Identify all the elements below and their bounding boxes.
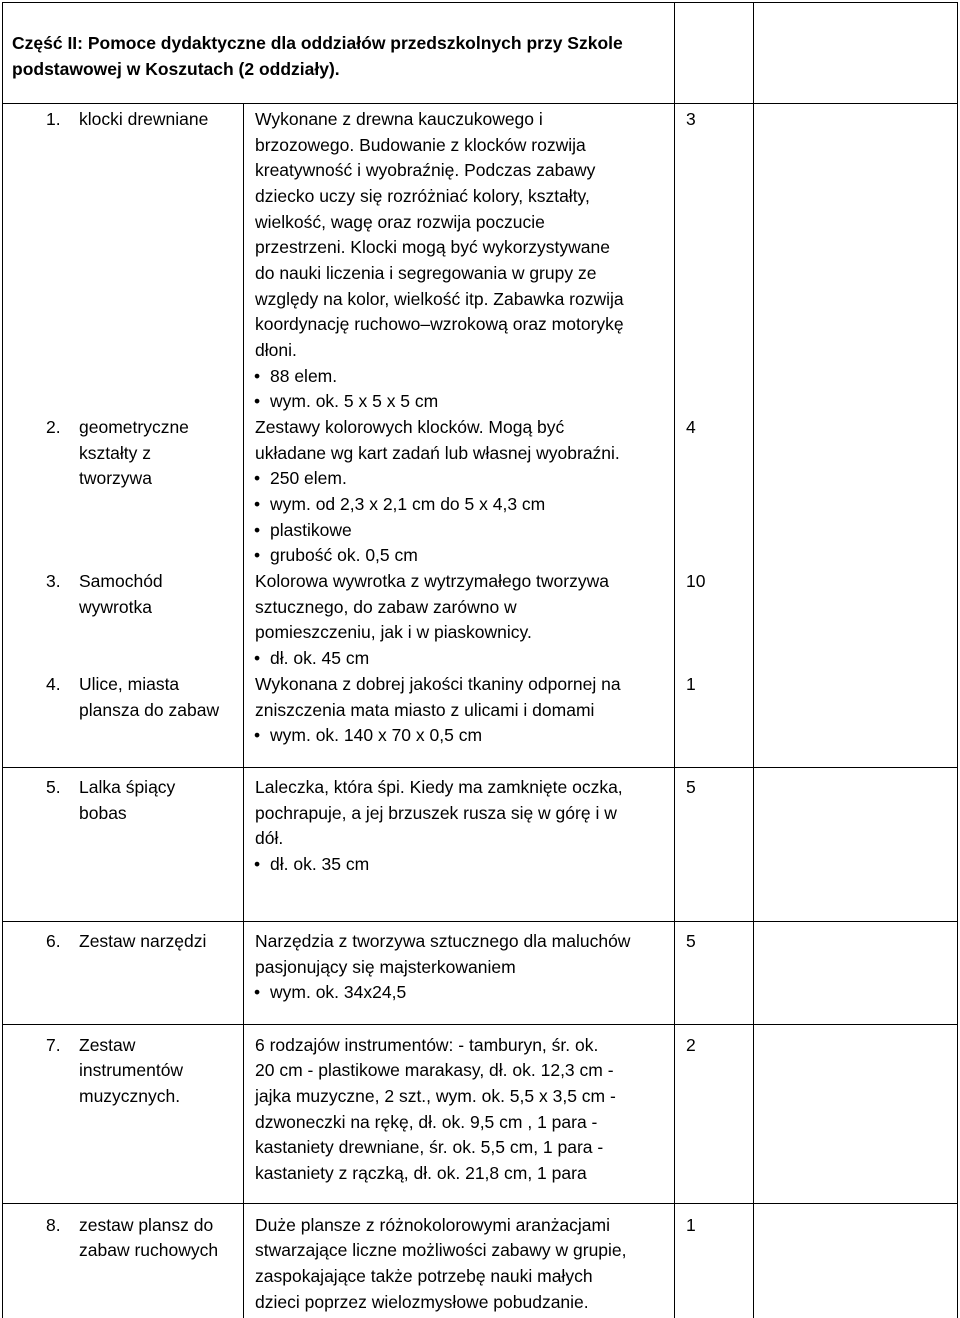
item-number: 8. — [46, 1215, 61, 1235]
item-description: zaspokajające także potrzebę nauki małych — [255, 1266, 593, 1286]
item-description: Wykonane z drewna kauczukowego i — [255, 109, 543, 129]
item-bullet: • wym. ok. 140 x 70 x 0,5 cm — [270, 723, 482, 749]
item-quantity: 4 — [686, 417, 696, 437]
item-name: plansza do zabaw — [79, 700, 220, 720]
item-description: wielkość, wagę oraz rozwija poczucie — [255, 212, 545, 232]
border-after-item-7 — [2, 1203, 958, 1204]
item-bullet: • grubość ok. 0,5 cm — [270, 543, 418, 569]
item-quantity: 10 — [686, 571, 706, 591]
item-description: Laleczka, która śpi. Kiedy ma zamknięte oczka, — [255, 777, 623, 797]
item-description: jajka muzyczne, 2 szt., wym. ok. 5,5 x 3,5 cm - — [255, 1086, 616, 1106]
item-bullet: • dł. ok. 45 cm — [270, 646, 369, 672]
item-bullet: • 250 elem. — [270, 466, 347, 492]
item-quantity: 5 — [686, 777, 696, 797]
item-name: Zestaw — [79, 1035, 136, 1055]
item-description: kreatywność i wyobraźnię. Podczas zabawy — [255, 160, 596, 180]
item-bullet: • wym. od 2,3 x 2,1 cm do 5 x 4,3 cm — [270, 492, 545, 518]
border-after-item-4 — [2, 767, 958, 768]
item-description: do nauki liczenia i segregowania w grupy ze — [255, 263, 597, 283]
item-number: 7. — [46, 1035, 61, 1055]
item-name: wywrotka — [79, 597, 152, 617]
item-bullet: • dł. ok. 35 cm — [270, 852, 369, 878]
item-number: 1. — [46, 109, 61, 129]
item-description: Zestawy kolorowych klocków. Mogą być — [255, 417, 565, 437]
item-quantity: 2 — [686, 1035, 696, 1055]
item-name: bobas — [79, 803, 127, 823]
item-description: dziecko uczy się rozróżniać kolory, kształty, — [255, 186, 590, 206]
item-name: Samochód — [79, 571, 163, 591]
border-right — [957, 2, 958, 1318]
item-description: przestrzeni. Klocki mogą być wykorzystywane — [255, 237, 610, 257]
item-description: Kolorowa wywrotka z wytrzymałego tworzywa — [255, 571, 609, 591]
item-description: Narzędzia z tworzywa sztucznego dla maluchów — [255, 931, 631, 951]
item-description: układane wg kart zadań lub własnej wyobraźni. — [255, 443, 620, 463]
item-quantity: 1 — [686, 674, 696, 694]
item-quantity: 5 — [686, 931, 696, 951]
item-name: zestaw plansz do — [79, 1215, 214, 1235]
item-number: 4. — [46, 674, 61, 694]
item-number: 6. — [46, 931, 61, 951]
item-description: brzozowego. Budowanie z klocków rozwija — [255, 135, 586, 155]
item-name: muzycznych. — [79, 1086, 181, 1106]
item-name: Zestaw narzędzi — [79, 931, 207, 951]
item-name: geometryczne — [79, 417, 189, 437]
border-col-1 — [243, 103, 244, 1318]
item-name: instrumentów — [79, 1060, 184, 1080]
item-number: 5. — [46, 777, 61, 797]
item-description: pasjonujący się majsterkowaniem — [255, 957, 516, 977]
item-bullet: • wym. ok. 34x24,5 — [270, 980, 406, 1006]
item-description: pochrapuje, a jej brzuszek rusza się w górę i w — [255, 803, 617, 823]
item-description: dół. — [255, 828, 284, 848]
item-description: dzwoneczki na rękę, dł. ok. 9,5 cm , 1 para - — [255, 1112, 598, 1132]
item-description: dłoni. — [255, 340, 297, 360]
item-number: 3. — [46, 571, 61, 591]
border-after-title — [2, 103, 958, 104]
border-top — [2, 2, 958, 3]
border-col-3 — [753, 2, 754, 1318]
item-description: Wykonana z dobrej jakości tkaniny odpornej na — [255, 674, 621, 694]
item-name: zabaw ruchowych — [79, 1240, 219, 1260]
border-after-item-6 — [2, 1024, 958, 1025]
item-description: 6 rodzajów instrumentów: - tamburyn, śr. ok. — [255, 1035, 599, 1055]
section-title-line-1: Część II: Pomoce dydaktyczne dla oddziałów przedszkolnych przy Szkole — [12, 33, 623, 53]
item-bullet: • wym. ok. 5 x 5 x 5 cm — [270, 389, 438, 415]
item-description: pomieszczeniu, jak i w piaskownicy. — [255, 622, 532, 642]
item-description: sztucznego, do zabaw zarówno w — [255, 597, 517, 617]
item-name: tworzywa — [79, 468, 152, 488]
item-bullet: • 88 elem. — [270, 364, 337, 390]
item-description: koordynację ruchowo–wzrokową oraz motorykę — [255, 314, 624, 334]
border-col-2 — [674, 2, 675, 1318]
item-description: względy na kolor, wielkość itp. Zabawka rozwija — [255, 289, 624, 309]
item-description: zniszczenia mata miasto z ulicami i domami — [255, 700, 595, 720]
item-quantity: 1 — [686, 1215, 696, 1235]
item-description: kastaniety drewniane, śr. ok. 5,5 cm, 1 para - — [255, 1137, 604, 1157]
item-description: 20 cm - plastikowe marakasy, dł. ok. 12,3 cm - — [255, 1060, 614, 1080]
border-after-item-5 — [2, 921, 958, 922]
item-bullet: • plastikowe — [270, 518, 352, 544]
section-title-line-2: podstawowej w Koszutach (2 oddziały). — [12, 59, 340, 79]
item-quantity: 3 — [686, 109, 696, 129]
item-name: kształty z — [79, 443, 151, 463]
item-name: klocki drewniane — [79, 109, 209, 129]
item-number: 2. — [46, 417, 61, 437]
item-name: Ulice, miasta — [79, 674, 180, 694]
item-description: kastaniety z rączką, dł. ok. 21,8 cm, 1 para — [255, 1163, 587, 1183]
item-name: Lalka śpiący — [79, 777, 176, 797]
item-description: dzieci poprzez wielozmysłowe pobudzanie. — [255, 1292, 589, 1312]
item-description: stwarzające liczne możliwości zabawy w grupie, — [255, 1240, 627, 1260]
item-description: Duże plansze z różnokolorowymi aranżacjami — [255, 1215, 611, 1235]
border-left — [2, 2, 3, 1318]
